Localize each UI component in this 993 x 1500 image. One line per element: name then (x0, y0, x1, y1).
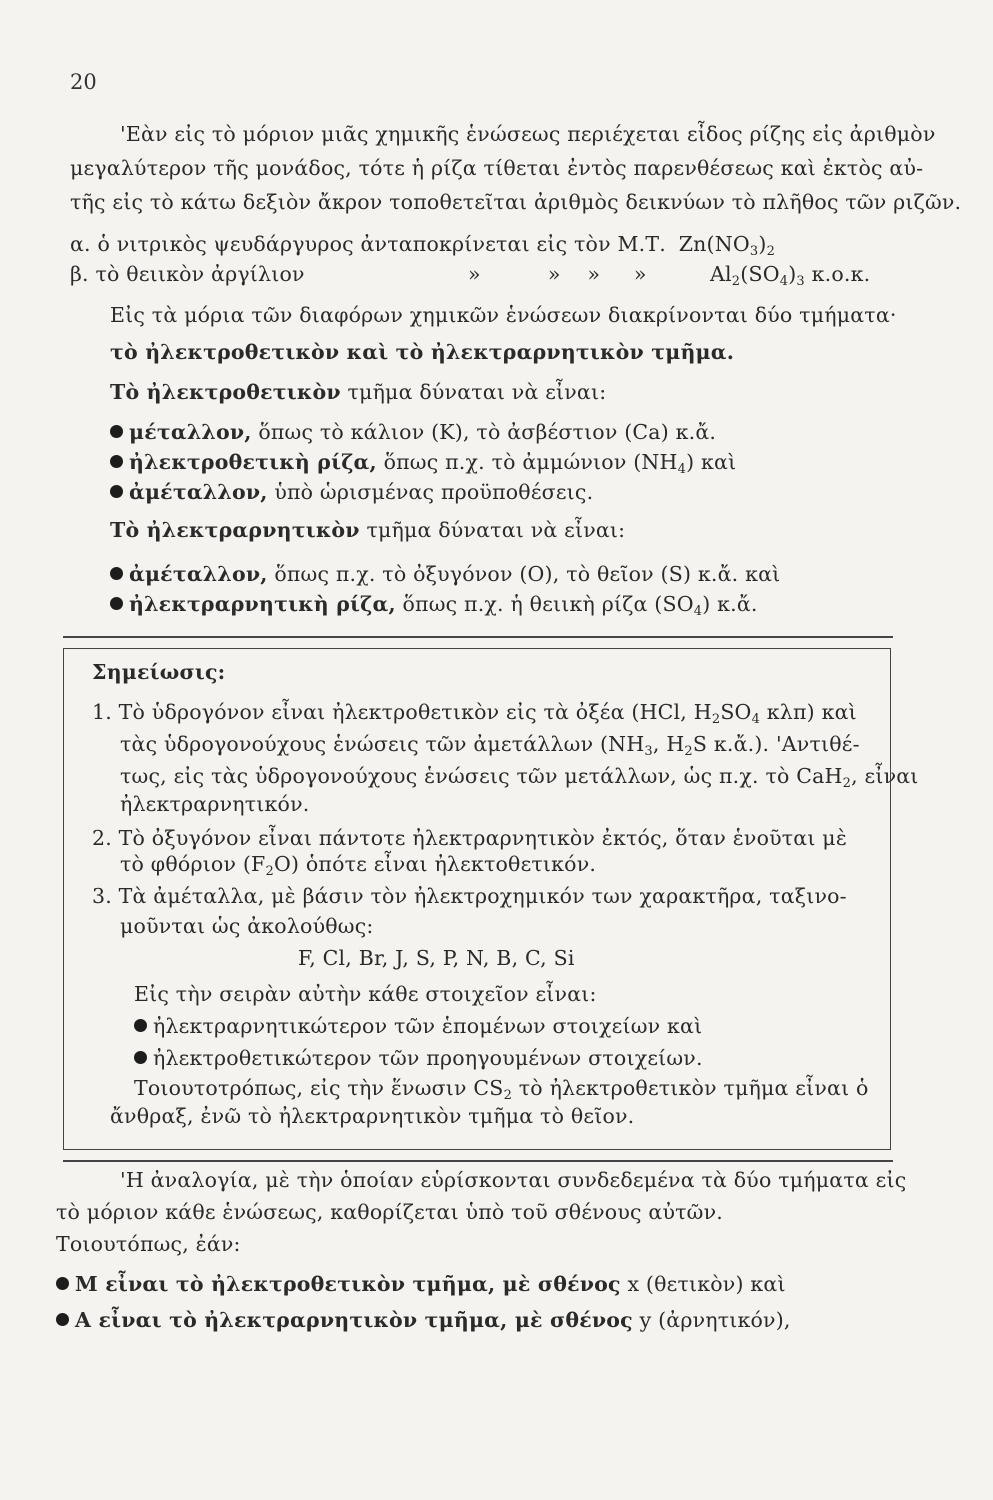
closing-line-3: Τοιουτόπως, ἐάν: (56, 1232, 241, 1256)
bullet-icon (110, 455, 123, 468)
positive-item-3: ἀμέταλλον, ὑπὸ ὡρισμένας προϋποθέσεις. (110, 480, 593, 504)
bullet-icon (110, 425, 123, 438)
bullet-icon (110, 485, 123, 498)
parts-line-1: Εἰς τὰ μόρια τῶν διαφόρων χημικῶν ἑνώσεων διακρίνονται δύο τμήματα· (110, 303, 897, 327)
positive-item-1: μέταλλον, ὅπως τὸ κάλιον (K), τὸ ἀσβέστιον (Ca) κ.ἄ. (110, 420, 716, 444)
intro-line-2: μεγαλύτερον τῆς μονάδος, τότε ἡ ρίζα τίθεται ἐντὸς παρενθέσεως καὶ ἐκτὸς αὐ- (70, 156, 924, 180)
note-3-line-4: Τοιουτοτρόπως, εἰς τὴν ἕνωσιν $CS_2$ τὸ ἠλεκτροθετικὸν τμῆμα εἶναι ὁ (134, 1076, 869, 1103)
note-top-rule (63, 636, 893, 638)
negative-item-2: ἠλεκτραρνητικὴ ρίζα, ὅπως π.χ. ἡ θειικὴ ρίζα $(SO_4)$ κ.ἄ. (110, 592, 758, 616)
example-a-formula: $Zn(NO_3)_2$ (678, 232, 776, 259)
note-2-line-2: τὸ φθόριον $(F_2O)$ ὁπότε εἶναι ἠλεκτοθετικόν. (120, 852, 597, 879)
negative-item-1: ἀμέταλλον, ὅπως π.χ. τὸ ὀξυγόνον (O), τὸ θεῖον (S) κ.ἄ. καὶ (110, 562, 780, 586)
closing-line-1: 'Η ἀναλογία, μὲ τὴν ὁποίαν εὑρίσκονται συνδεδεμένα τὰ δύο τμήματα εἰς (120, 1168, 907, 1192)
intro-line-1: 'Εὰν εἰς τὸ μόριον μιᾶς χημικῆς ἑνώσεως περιέχεται εἶδος ρίζης εἰς ἀριθμὸν (120, 122, 936, 146)
note-3-line-3: Εἰς τὴν σειρὰν αὐτὴν κάθε στοιχεῖον εἶναι: (134, 982, 597, 1006)
note-3-series: F, Cl, Br, J, S, P, N, B, C, Si (298, 946, 575, 970)
note-bottom-rule (63, 1160, 893, 1162)
bullet-icon (134, 1019, 147, 1032)
parts-line-2: τὸ ἠλεκτροθετικὸν καὶ τὸ ἠλεκτραρνητικὸν τμῆμα. (110, 340, 735, 364)
example-b (70, 262, 871, 289)
note-1-line-2: τὰς ὑδρογονούχους ἑνώσεις τῶν ἀμετάλλων ($NH_3$, $H_2S$ κ.ἄ.). 'Αντιθέ- (120, 732, 860, 759)
example-a (70, 232, 776, 259)
bullet-icon (134, 1051, 147, 1064)
negative-heading: Τὸ ἠλεκτραρνητικὸν τμῆμα δύναται νὰ εἶναι: (110, 518, 626, 542)
intro-line-3: τῆς εἰς τὸ κάτω δεξιὸν ἄκρον τοποθετεῖται ἀριθμὸς δεικνύων τὸ πλῆθος τῶν ριζῶν. (70, 190, 962, 214)
note-1-line-3: τως, εἰς τὰς ὑδρογονούχους ἑνώσεις τῶν μετάλλων, ὡς π.χ. τὸ CaH$_2$, εἶναι (120, 764, 919, 791)
note-title: Σημείωσις: (92, 660, 226, 684)
example-b-ditto: » » » » (468, 262, 647, 286)
example-b-formula: $Al_2(SO_4)_3$ κ.ο.κ. (710, 262, 871, 289)
closing-bullet-2: Α εἶναι τὸ ἠλεκτραρνητικὸν τμῆμα, μὲ σθένος y (ἀρνητικόν), (56, 1308, 791, 1332)
bullet-icon (110, 567, 123, 580)
example-b-text: β. τὸ θειικὸν ἀργίλιον (70, 262, 305, 286)
note-2-line-1: 2. Τὸ ὀξυγόνον εἶναι πάντοτε ἠλεκτραρνητικὸν ἐκτός, ὅταν ἑνοῦται μὲ (92, 826, 848, 850)
note-3-bullet-1: ἠλεκτραρνητικώτερον τῶν ἑπομένων στοιχείων καὶ (134, 1014, 702, 1038)
note-3-bullet-2: ἠλεκτροθετικώτερον τῶν προηγουμένων στοιχείων. (134, 1046, 703, 1070)
positive-heading: Τὸ ἠλεκτροθετικὸν τμῆμα δύναται νὰ εἶναι: (110, 380, 607, 404)
note-3-line-2: μοῦνται ὡς ἀκολούθως: (120, 914, 374, 938)
note-3-line-1: 3. Τὰ ἀμέταλλα, μὲ βάσιν τὸν ἠλεκτροχημικόν των χαρακτῆρα, ταξινο- (92, 884, 847, 908)
note-3-line-5: ἄνθραξ, ἐνῶ τὸ ἠλεκτραρνητικὸν τμῆμα τὸ θεῖον. (110, 1104, 635, 1128)
bullet-icon (56, 1277, 69, 1290)
closing-bullet-1: Μ εἶναι τὸ ἠλεκτροθετικὸν τμῆμα, μὲ σθένος x (θετικὸν) καὶ (56, 1272, 786, 1296)
bullet-icon (110, 597, 123, 610)
positive-item-2: ἠλεκτροθετικὴ ρίζα, ὅπως π.χ. τὸ ἀμμώνιον $(NH_4)$ καὶ (110, 450, 736, 474)
closing-line-2: τὸ μόριον κάθε ἑνώσεως, καθορίζεται ὑπὸ τοῦ σθένους αὐτῶν. (56, 1200, 723, 1224)
bullet-icon (56, 1313, 69, 1326)
example-a-text: α. ὁ νιτρικὸς ψευδάργυρος ἀνταποκρίνεται εἰς τὸν Μ.Τ. (70, 232, 666, 256)
page-number: 20 (70, 70, 97, 94)
note-1-line-4: ἠλεκτραρνητικόν. (120, 792, 310, 816)
note-1-line-1: 1. Τὸ ὑδρογόνον εἶναι ἠλεκτροθετικὸν εἰς τὰ ὀξέα (HCl, $H_2SO_4$ κλπ) καὶ (92, 700, 857, 727)
